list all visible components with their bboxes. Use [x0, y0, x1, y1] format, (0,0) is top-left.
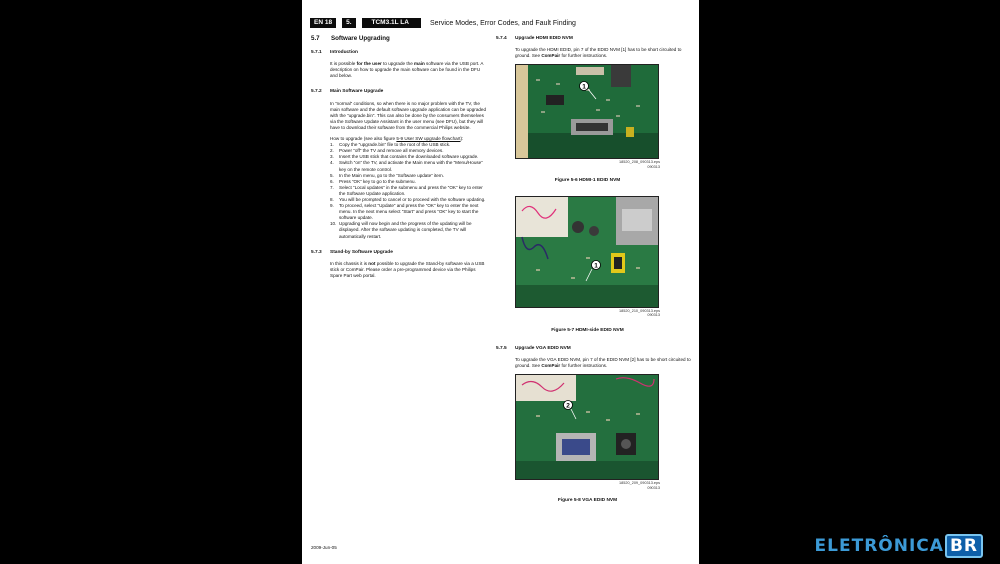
subsection-heading-hdmi: 5.7.4 Upgrade HDMI EDID NVM	[496, 36, 573, 41]
step-text: Insert the USB stick that contains the downloaded software upgrade.	[339, 154, 479, 160]
section-heading: 5.7 Software Upgrading	[311, 35, 390, 42]
standby-paragraph: In this chassis it is not possible to upgrade the Stand-by software via a USB stick or ComPair. Please order a pre-programmed device via the Philips Spare Part web portal.	[330, 260, 485, 278]
step-number: 7.	[330, 184, 334, 190]
step-text: To proceed, select “Update” and press the “OK” key to enter the next menu. In the next menu select “Start” and press “OK” key to start the software update.	[339, 203, 479, 221]
left-column	[311, 36, 487, 284]
main-sw-paragraph: In “normal” conditions, so when there is no major problem with the TV, the main software and the default software upgrade application can be upgraded with the “upgrade.bin”. This can also be done by the consumers themselves via the Software Update Assistant in the user menu (see DFU), but they will have to download their software from the commercial Philips website.	[330, 100, 487, 130]
subsection-heading-standby: 5.7.3 Stand-by Software Upgrade	[311, 249, 393, 255]
chapter-label: EN 18	[310, 18, 336, 28]
figure-caption: Figure 5-8 VGA EDID NVM	[557, 498, 618, 504]
step-number: 4.	[330, 160, 334, 166]
flowchart-link[interactable]: 5-9 User SW upgrade flowchart	[396, 136, 461, 142]
step-item	[330, 203, 487, 221]
step-text: Press “OK” key to go to the submenu.	[339, 178, 416, 184]
marker-2: 2	[566, 402, 570, 410]
figure-caption: Figure 5-6 HDMI-1 EDID NVM	[554, 178, 621, 184]
intro-paragraph: It is possible for the user to upgrade the main software via the USB port. A description on how to upgrade the main software can be found in the DFU and below.	[330, 61, 484, 79]
figure-file-ref: 18520_208_090313.eps 090313	[619, 160, 660, 169]
subsection-heading-vga: 5.7.5 Upgrade VGA EDID NVM	[496, 345, 571, 351]
step-item	[330, 185, 487, 197]
step-text: In the Main menu, go to the “Software update” item.	[339, 172, 444, 178]
step-number: 6.	[330, 178, 334, 184]
step-number: 1.	[330, 142, 334, 148]
right-column	[496, 36, 694, 504]
step-text: Power “off” the TV and remove all memory devices.	[339, 148, 444, 154]
marker-1: 1	[582, 83, 586, 91]
watermark-logo	[815, 534, 983, 558]
figure-hdmi-side	[515, 196, 660, 334]
document-page	[302, 0, 699, 564]
step-text: Copy the “upgrade.bin” file to the root of the USB stick.	[339, 142, 451, 148]
step-number: 9.	[330, 203, 334, 209]
pcb-photo-hdmi-side	[515, 196, 659, 308]
figure-hdmi1	[515, 64, 660, 184]
subsection-heading-intro: 5.7.1 Introduction	[311, 50, 358, 56]
upgrade-steps-list	[330, 142, 487, 240]
pcb-photo-hdmi1	[515, 64, 659, 159]
watermark-text: ELETRÔNICA	[814, 536, 944, 556]
step-number: 10.	[330, 221, 337, 227]
step-text: You will be prompted to cancel or to proceed with the software updating.	[339, 196, 486, 202]
main-sw-body	[330, 101, 487, 240]
section-label: 5.	[342, 18, 355, 28]
howto-line: How to upgrade (see also figure 5-9 User SW upgrade flowchart):	[330, 136, 464, 142]
figure-caption: Figure 5-7 HDMI-side EDID NVM	[551, 327, 624, 333]
step-number: 3.	[330, 154, 334, 160]
marker-1-side: 1	[594, 261, 598, 269]
hdmi-paragraph: To upgrade the HDMI EDID, pin 7 of the EDID NVM [1] has to be short circuited to ground. See ComPair for further instructions.	[515, 47, 682, 59]
model-label: TCM3.1L LA	[362, 18, 421, 28]
figure-vga	[515, 374, 660, 504]
step-text: Switch “on” the TV, and activate the Main menu with the “Menu/House” key on the remote control.	[339, 160, 483, 172]
pcb-photo-vga	[515, 374, 659, 480]
step-number: 5.	[330, 172, 334, 178]
vga-paragraph: To upgrade the VGA EDID NVM, pin 7 of the EDID NVM [2] has to be short circuited to ground. See ComPair for further instructions.	[515, 356, 691, 369]
step-text: Select “Local updates” in the submenu and press the “OK” key to enter the Software Update application.	[339, 184, 483, 196]
page-header	[310, 17, 693, 29]
figure-file-ref: 18520_210_090313.eps 090313	[619, 308, 660, 318]
step-item	[330, 221, 487, 239]
subsection-heading-main-sw: 5.7.2 Main Software Upgrade	[311, 89, 384, 95]
header-title: Service Modes, Error Codes, and Fault Finding	[429, 19, 576, 27]
step-item	[330, 160, 487, 172]
footer-date: 2009-Jun-05	[311, 545, 337, 550]
step-text: Upgrading will now begin and the progress of the updating will be displayed. After the software updating is completed, the TV will automatically restart.	[339, 221, 472, 239]
step-number: 2.	[330, 148, 334, 154]
watermark-badge: BR	[945, 534, 983, 558]
step-number: 8.	[330, 196, 334, 202]
figure-file-ref: 18520_209_090313.eps 090313	[619, 481, 660, 490]
